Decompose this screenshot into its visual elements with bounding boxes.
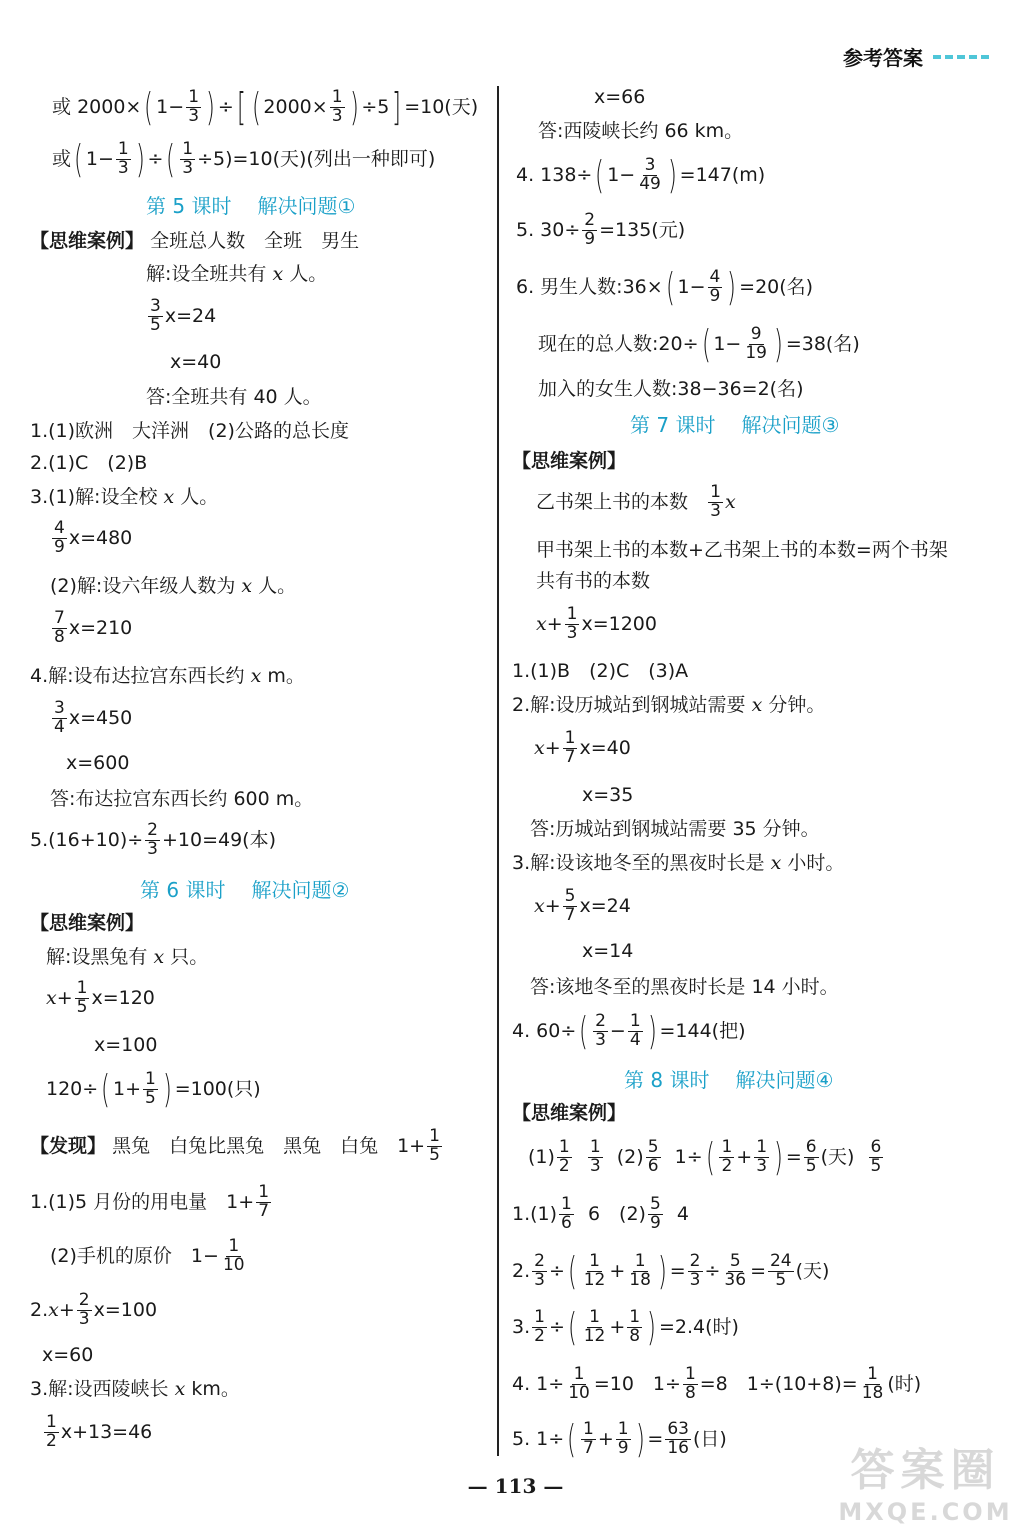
fraction: $\frac{4}{9}$ [54, 518, 65, 557]
fraction: $\frac{2}{3}$ [595, 1010, 606, 1050]
fraction: $\frac{3}{5}$ [150, 296, 161, 335]
q6-3: 3.解:设西陵峡长 x km。 [30, 1378, 240, 1400]
fraction: $\frac{5}{9}$ [649, 1194, 661, 1233]
q6-2-eq: x=60 [42, 1344, 94, 1366]
equation-5-2: x=40 [170, 351, 222, 373]
fraction: $\frac{5}{36}$ [724, 1250, 747, 1290]
fraction: $\frac{2}{3}$ [78, 1290, 90, 1329]
q5-1: 1.(1)欧洲 大洋洲 (2)公路的总长度 [30, 420, 349, 442]
watermark-logo: 答案圈 MXQE.COM [838, 1445, 1013, 1526]
fraction: $\frac{2}{3}$ [147, 820, 158, 859]
page-number: — 113 — [467, 1474, 564, 1498]
fraction: $\frac{5}{7}$ [564, 886, 576, 925]
r-q6-b: 现在的总人数:20÷ ( 1 − $\frac{9}{19}$ ) =38(名) [538, 322, 860, 366]
r7-q3: 3.解:设该地冬至的黑夜时长是 x 小时。 [512, 852, 845, 874]
fraction: $\frac{2}{3}$ [689, 1250, 701, 1290]
case-7 [512, 452, 626, 471]
header-decoration [933, 55, 991, 59]
case-6 [30, 914, 144, 933]
case-5: 【思维案例】 全班总人数 全班 男生 [30, 230, 360, 252]
fraction: $\frac{7}{8}$ [54, 608, 65, 647]
section-title-5: 第 5 课时 解决问题① [146, 194, 356, 218]
q5-4: 4.解:设布达拉宫东西长约 x m。 [30, 665, 305, 687]
r7-q3-answer: 答:该地冬至的黑夜时长是 14 小时。 [530, 976, 839, 998]
q6-3-eq: $\frac{1}{2}$ x+13=46 [46, 1412, 153, 1451]
tag-thinking-case: 【思维案例】 [30, 230, 145, 252]
page-header [843, 42, 991, 71]
equation-6-3: 120÷ ( 1 + $\frac{1}{5}$ ) =100(只) [46, 1067, 261, 1111]
fraction: $\frac{24}{5}$ [769, 1250, 792, 1290]
fraction: $\frac{1}{9}$ [617, 1418, 629, 1458]
fraction: $\frac{1}{5}$ [429, 1126, 440, 1165]
fraction: $\frac{1}{3}$ [589, 1136, 601, 1176]
r8-q2: 2. $\frac{2}{3}$ ÷ ( $\frac{1}{12}$ + $\frac{1}{18}$ ) = $\frac{2}{3}$ ÷ $\frac{5}{36}$ = $\frac{24}{5}$ (天) [512, 1249, 830, 1293]
fraction: $\frac{1}{2}$ [721, 1136, 733, 1176]
r8-q5: 5. 1÷ ( $\frac{1}{7}$ + $\frac{1}{9}$ ) = $\frac{63}{16}$ (日) [512, 1417, 727, 1461]
fraction: $\frac{1}{8}$ [629, 1306, 641, 1346]
tag-thinking-case: 【思维案例】 [512, 1102, 627, 1124]
r-case7-1: 乙书架上书的本数 $\frac{1}{3}$ x [536, 482, 736, 521]
fraction: $\frac{4}{9}$ [709, 266, 721, 306]
r7-q1: 1.(1)B (2)C (3)A [512, 660, 689, 682]
fraction: $\frac{1}{10}$ [568, 1364, 590, 1403]
r7-q2: 2.解:设历城站到钢城站需要 x 分钟。 [512, 694, 826, 716]
section-title-6: 第 6 课时 解决问题② [140, 878, 350, 902]
r7-q3-eq2: x=14 [582, 940, 634, 962]
fraction: $\frac{1}{2}$ [558, 1136, 570, 1176]
q5-3-eq1: $\frac{4}{9}$ x=480 [54, 518, 133, 557]
fraction: $\frac{1}{3}$ [331, 86, 343, 126]
fraction: $\frac{9}{19}$ [745, 323, 767, 363]
fraction: $\frac{1}{3}$ [182, 138, 194, 178]
fraction: $\frac{1}{2}$ [46, 1412, 57, 1451]
section-title-7: 第 7 课时 解决问题③ [630, 413, 840, 437]
fraction: $\frac{1}{18}$ [629, 1250, 651, 1290]
tag-discovery: 【发现】 [30, 1134, 107, 1157]
column-divider [497, 86, 499, 1456]
solution-6: 解:设黑兔有 x 只。 [46, 946, 209, 968]
fraction: $\frac{5}{6}$ [647, 1136, 659, 1176]
q6-1-2: (2)手机的原价 1− $\frac{1}{10}$ [50, 1236, 245, 1275]
r7-q4: 4. 60÷ ( $\frac{2}{3}$ − $\frac{1}{4}$ ) =144(把) [512, 1009, 746, 1053]
line-or-2: 或 ( 1 − $\frac{1}{3}$ ) ÷ ( $\frac{1}{3}$ ÷5)=10(天)(列出一种即可) [52, 137, 436, 181]
fraction: $\frac{1}{7}$ [258, 1182, 270, 1221]
equation-6-2: x=100 [94, 1034, 158, 1056]
line-or-1: 或 2000 × ( 1 − $\frac{1}{3}$ ) ÷ [ ( 2000 × $\frac{1}{3}$ ) ÷ 5 ] = 10(天) [52, 85, 479, 129]
q5-4-eq2: x=600 [66, 752, 130, 774]
fraction: $\frac{1}{2}$ [534, 1306, 545, 1346]
equation-6-1: x + $\frac{1}{5}$ x=120 [46, 978, 155, 1017]
r8-q3: 3. $\frac{1}{2}$ ÷ ( $\frac{1}{12}$ + $\frac{1}{8}$ ) =2.4(时) [512, 1305, 739, 1349]
r-q6-c: 加入的女生人数:38−36=2(名) [538, 378, 804, 400]
fraction: $\frac{2}{3}$ [534, 1250, 545, 1290]
r7-q3-eq1: x + $\frac{5}{7}$ x=24 [534, 886, 631, 925]
solution-5: 解:设全班共有 x 人。 [146, 263, 328, 285]
tag-thinking-case: 【思维案例】 [512, 450, 627, 472]
fraction: $\frac{1}{6}$ [561, 1194, 572, 1233]
r-case7-eq: x + $\frac{1}{3}$ x=1200 [536, 604, 657, 643]
fraction: $\frac{63}{16}$ [667, 1418, 689, 1458]
r8-q4: 4. 1÷ $\frac{1}{10}$ =10 1÷ $\frac{1}{8}$ =8 1÷(10+8)= $\frac{1}{18}$ (时) [512, 1364, 922, 1403]
q6-2: 2. x + $\frac{2}{3}$ x=100 [30, 1290, 158, 1329]
fraction: $\frac{1}{3}$ [566, 604, 578, 643]
q5-2: 2.(1)C (2)B [30, 452, 148, 474]
fraction: $\frac{6}{5}$ [870, 1136, 882, 1176]
fraction: $\frac{1}{18}$ [861, 1364, 884, 1403]
r7-q2-eq2: x=35 [582, 784, 634, 806]
q5-3: 3.(1)解:设全校 x 人。 [30, 486, 219, 508]
q5-3-eq2: $\frac{7}{8}$ x=210 [54, 608, 133, 647]
fraction: $\frac{1}{3}$ [117, 138, 129, 178]
answer-5: 答:全班共有 40 人。 [146, 386, 322, 408]
q6-1: 1.(1)5 月份的用电量 1+ $\frac{1}{7}$ [30, 1182, 270, 1221]
r-case7-3: 共有书的本数 [536, 570, 651, 592]
fraction: $\frac{3}{4}$ [54, 698, 65, 737]
r-q6: 6. 男生人数:36× ( 1 − $\frac{4}{9}$ ) =20(名) [516, 265, 814, 309]
q5-4-eq1: $\frac{3}{4}$ x=450 [54, 698, 133, 737]
fraction: $\frac{1}{12}$ [583, 1250, 606, 1290]
fraction: $\frac{1}{3}$ [710, 482, 721, 521]
fraction: $\frac{1}{8}$ [684, 1364, 696, 1403]
fraction: $\frac{1}{7}$ [583, 1418, 594, 1458]
fraction: $\frac{1}{5}$ [145, 1068, 156, 1108]
r-q4: 4. 138÷ ( 1 − $\frac{3}{49}$ ) =147(m) [516, 153, 766, 197]
fraction: $\frac{1}{5}$ [76, 978, 88, 1017]
fraction: $\frac{1}{3}$ [188, 86, 200, 126]
fraction: $\frac{2}{9}$ [584, 210, 596, 249]
fraction: $\frac{1}{7}$ [564, 728, 576, 767]
r-case8: (1) $\frac{1}{2}$ $\frac{1}{3}$ (2) $\frac{5}{6}$ 1 ÷ ( $\frac{1}{2}$ + $\frac{1}{3}$ ) = $\frac{6}{5}$ (天) $\frac{6}{5}$ [528, 1135, 882, 1179]
fraction: $\frac{1}{3}$ [756, 1136, 768, 1176]
r-answer-66: 答:西陵峡长约 66 km。 [538, 120, 744, 142]
r8-q1: 1.(1) $\frac{1}{6}$ 6 (2) $\frac{5}{9}$ 4 [512, 1194, 689, 1233]
header-title: 参考答案 [843, 46, 923, 70]
discovery-6: 【发现】 黑兔 白兔比黑兔 黑兔 白兔 1+ $\frac{1}{5}$ [30, 1126, 440, 1165]
case-8 [512, 1104, 626, 1123]
q5-4-answer: 答:布达拉宫东西长约 600 m。 [50, 788, 314, 810]
fraction: $\frac{1}{12}$ [583, 1306, 606, 1346]
tag-thinking-case: 【思维案例】 [30, 912, 145, 934]
equation-5-1: $\frac{3}{5}$ x=24 [150, 296, 217, 335]
r7-q2-answer: 答:历城站到钢城站需要 35 分钟。 [530, 818, 820, 840]
fraction: $\frac{6}{5}$ [805, 1136, 817, 1176]
r-eq-66: x=66 [594, 86, 646, 108]
fraction: $\frac{3}{49}$ [639, 154, 661, 194]
q5-3-2: (2)解:设六年级人数为 x 人。 [50, 575, 297, 597]
r-q5: 5. 30÷ $\frac{2}{9}$ =135(元) [516, 210, 686, 249]
fraction: $\frac{1}{10}$ [222, 1236, 245, 1275]
r7-q2-eq1: x + $\frac{1}{7}$ x=40 [534, 728, 631, 767]
section-title-8: 第 8 课时 解决问题④ [624, 1068, 834, 1092]
r-case7-2: 甲书架上书的本数+乙书架上书的本数=两个书架 [536, 539, 948, 561]
fraction: $\frac{1}{4}$ [629, 1010, 641, 1050]
q5-5: 5.(16+10)÷ $\frac{2}{3}$ +10=49(本) [30, 820, 277, 859]
